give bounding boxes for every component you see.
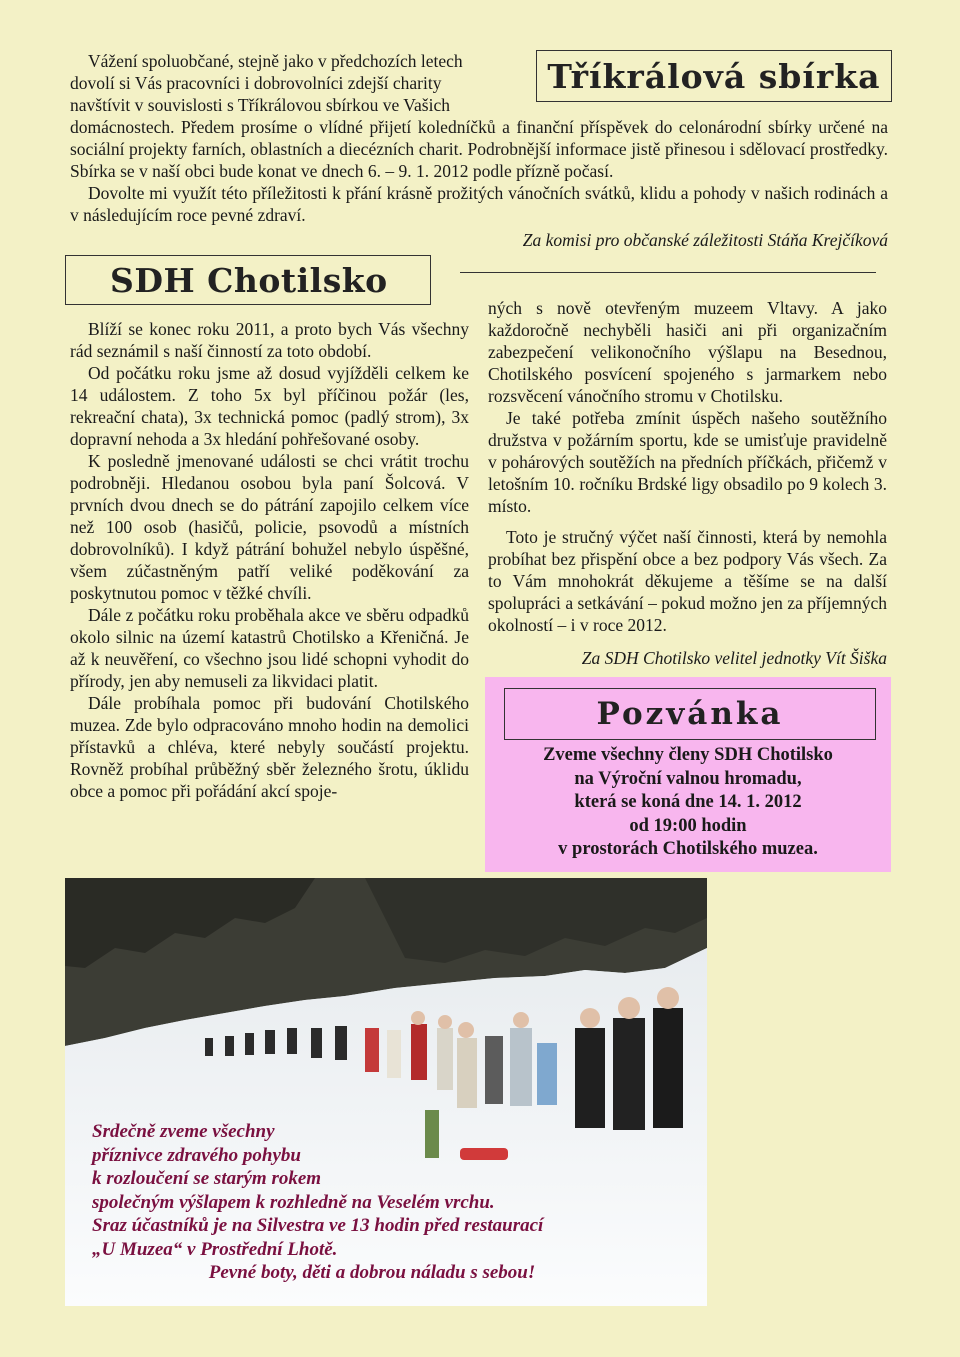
trikralova-signature: Za komisi pro občanské záležitosti Stáňa Krejčíková bbox=[522, 230, 888, 250]
sdh-paragraph: K posledně jmenované události se chci vrátit trochu podrobněji. Hledanou osobou byla paní Šolcová. V prvních dvou dnech se do pátrání zapojilo celkem více než 100 osob (hasičů, policie, psovodů a místních dobrovolníků). I když pátrání bohužel nebylo úspěšné, všem zúčastněným patří veliké poděkování za poskytnutou pomoc v těžké chvíli. bbox=[70, 451, 469, 603]
pozvanka-line: v prostorách Chotilského muzea. bbox=[558, 839, 818, 859]
pozvanka-title: Pozvánka bbox=[504, 688, 876, 740]
trikralova-paragraph: domácnostech. Předem prosíme o vlídné přijetí koledníčků a finanční příspěvek do celonárodní sbírky určené na sociální projekty farních, oblastních a diecézních charit. Podrobnější informace jistě přinesou i sdělovací prostředky. Sbírka se v naší obci bude konat ve dnech 6. – 9. 1. 2012 podle přízně počasí. bbox=[70, 117, 888, 181]
caption-line: Srdečně zveme všechny bbox=[92, 1121, 275, 1142]
trikralova-intro-line: navštívit v souvislosti s Tříkrálovou sbírkou ve Vašich bbox=[70, 95, 450, 115]
sdh-paragraph: Toto je stručný výčet naší činnosti, která by nemohla probíhat bez přispění obce a bez podpory Vás všech. Za to Vám mnohokrát děkujeme a těšíme se na další spolupráci a setkávání – pokud možno jen za příjemných okolností – i v roce 2012. bbox=[488, 527, 887, 635]
caption-line: společným výšlapem k rozhledně na Veselém vrchu. bbox=[92, 1191, 495, 1213]
sdh-paragraph: Dále probíhala pomoc při budování Chotilského muzea. Zde bylo odpracováno mnoho hodin na demolici přístavků a chléva, které nebyly součástí projektu. Rovněž probíhal průběžný sběr železného šrotu, úklidu obce a pomoc při pořádání akcí spoje- bbox=[70, 693, 469, 801]
sdh-paragraph: Dále z počátku roku proběhala akce ve sběru odpadků okolo silnic na území katastrů Chotilsko a Křeničná. Je až k neuvěření, co všechno jsou lidé schopni vyhodit do přírody, jen aby nemuseli za likvidaci platit. bbox=[70, 605, 469, 691]
photo-caption bbox=[92, 1120, 612, 1285]
pozvanka-line: od 19:00 hodin bbox=[629, 815, 747, 836]
trikralova-paragraph: Dovolte mi využít této příležitosti k přání krásně prožitých vánočních svátků, klidu a pohody v našich rodinách a v následujícím roce pevné zdraví. bbox=[70, 183, 888, 225]
caption-line: k rozloučení se starým rokem bbox=[92, 1168, 322, 1189]
divider-line bbox=[460, 272, 876, 273]
trikralova-body bbox=[70, 116, 888, 251]
pozvanka-line: která se koná dne 14. 1. 2012 bbox=[574, 792, 802, 812]
sdh-right-column bbox=[488, 297, 887, 669]
trikralova-title: Tříkrálová sbírka bbox=[536, 50, 892, 102]
sdh-title: SDH Chotilsko bbox=[65, 255, 431, 305]
caption-line: „U Muzea“ v Prostřední Lhotě. bbox=[92, 1238, 338, 1260]
sdh-paragraph: Je také potřeba zmínit úspěch našeho soutěžního družstva v požárním sportu, kde se umisťuje pravidelně v pohárových soutěžích na předních příčkách, přičemž v letošním 10. ročníku Brdské ligy obsadilo po 9 kolech 3. místo. bbox=[488, 408, 887, 516]
pozvanka-text bbox=[485, 744, 891, 862]
trikralova-intro bbox=[70, 50, 506, 116]
sdh-paragraph: Od počátku roku jsme až dosud vyjížděli celkem ke 14 událostem. Z toho 5x byl příčinou požár (les, rekreační chata), 3x technická pomoc (padlý strom), 3x dopravní nehoda a 3x hledání pohřešované osoby. bbox=[70, 363, 469, 449]
sdh-paragraph: Blíží se konec roku 2011, a proto bych Vás všechny rád seznámil s naší činností za toto období. bbox=[70, 319, 469, 361]
caption-line: Sraz účastníků je na Silvestra ve 13 hodin před restaurací bbox=[92, 1215, 544, 1236]
sdh-paragraph: ných s nově otevřeným muzeem Vltavy. A jako každoročně nechyběli hasiči ani při organizačním zabezpečení velikonočního výšlapu na Besednou, Chotilského posvícení spojeného s jarmarkem nebo rozsvěcení vánočního stromu v Chotilsku. bbox=[488, 298, 887, 406]
pozvanka-line: Zveme všechny členy SDH Chotilsko bbox=[543, 745, 833, 765]
pozvanka-line: na Výroční valnou hromadu, bbox=[574, 768, 802, 789]
sdh-left-column bbox=[70, 318, 469, 802]
caption-line: příznivce zdravého pohybu bbox=[92, 1144, 301, 1166]
caption-line: Pevné boty, děti a dobrou náladu s sebou! bbox=[208, 1262, 536, 1283]
trikralova-intro-line: Vážení spoluobčané, stejně jako v předchozích letech bbox=[88, 51, 463, 71]
sdh-signature: Za SDH Chotilsko velitel jednotky Vít Šiška bbox=[581, 648, 887, 668]
trikralova-intro-line: dovolí si Vás pracovníci i dobrovolníci zdejší charity bbox=[70, 73, 442, 93]
